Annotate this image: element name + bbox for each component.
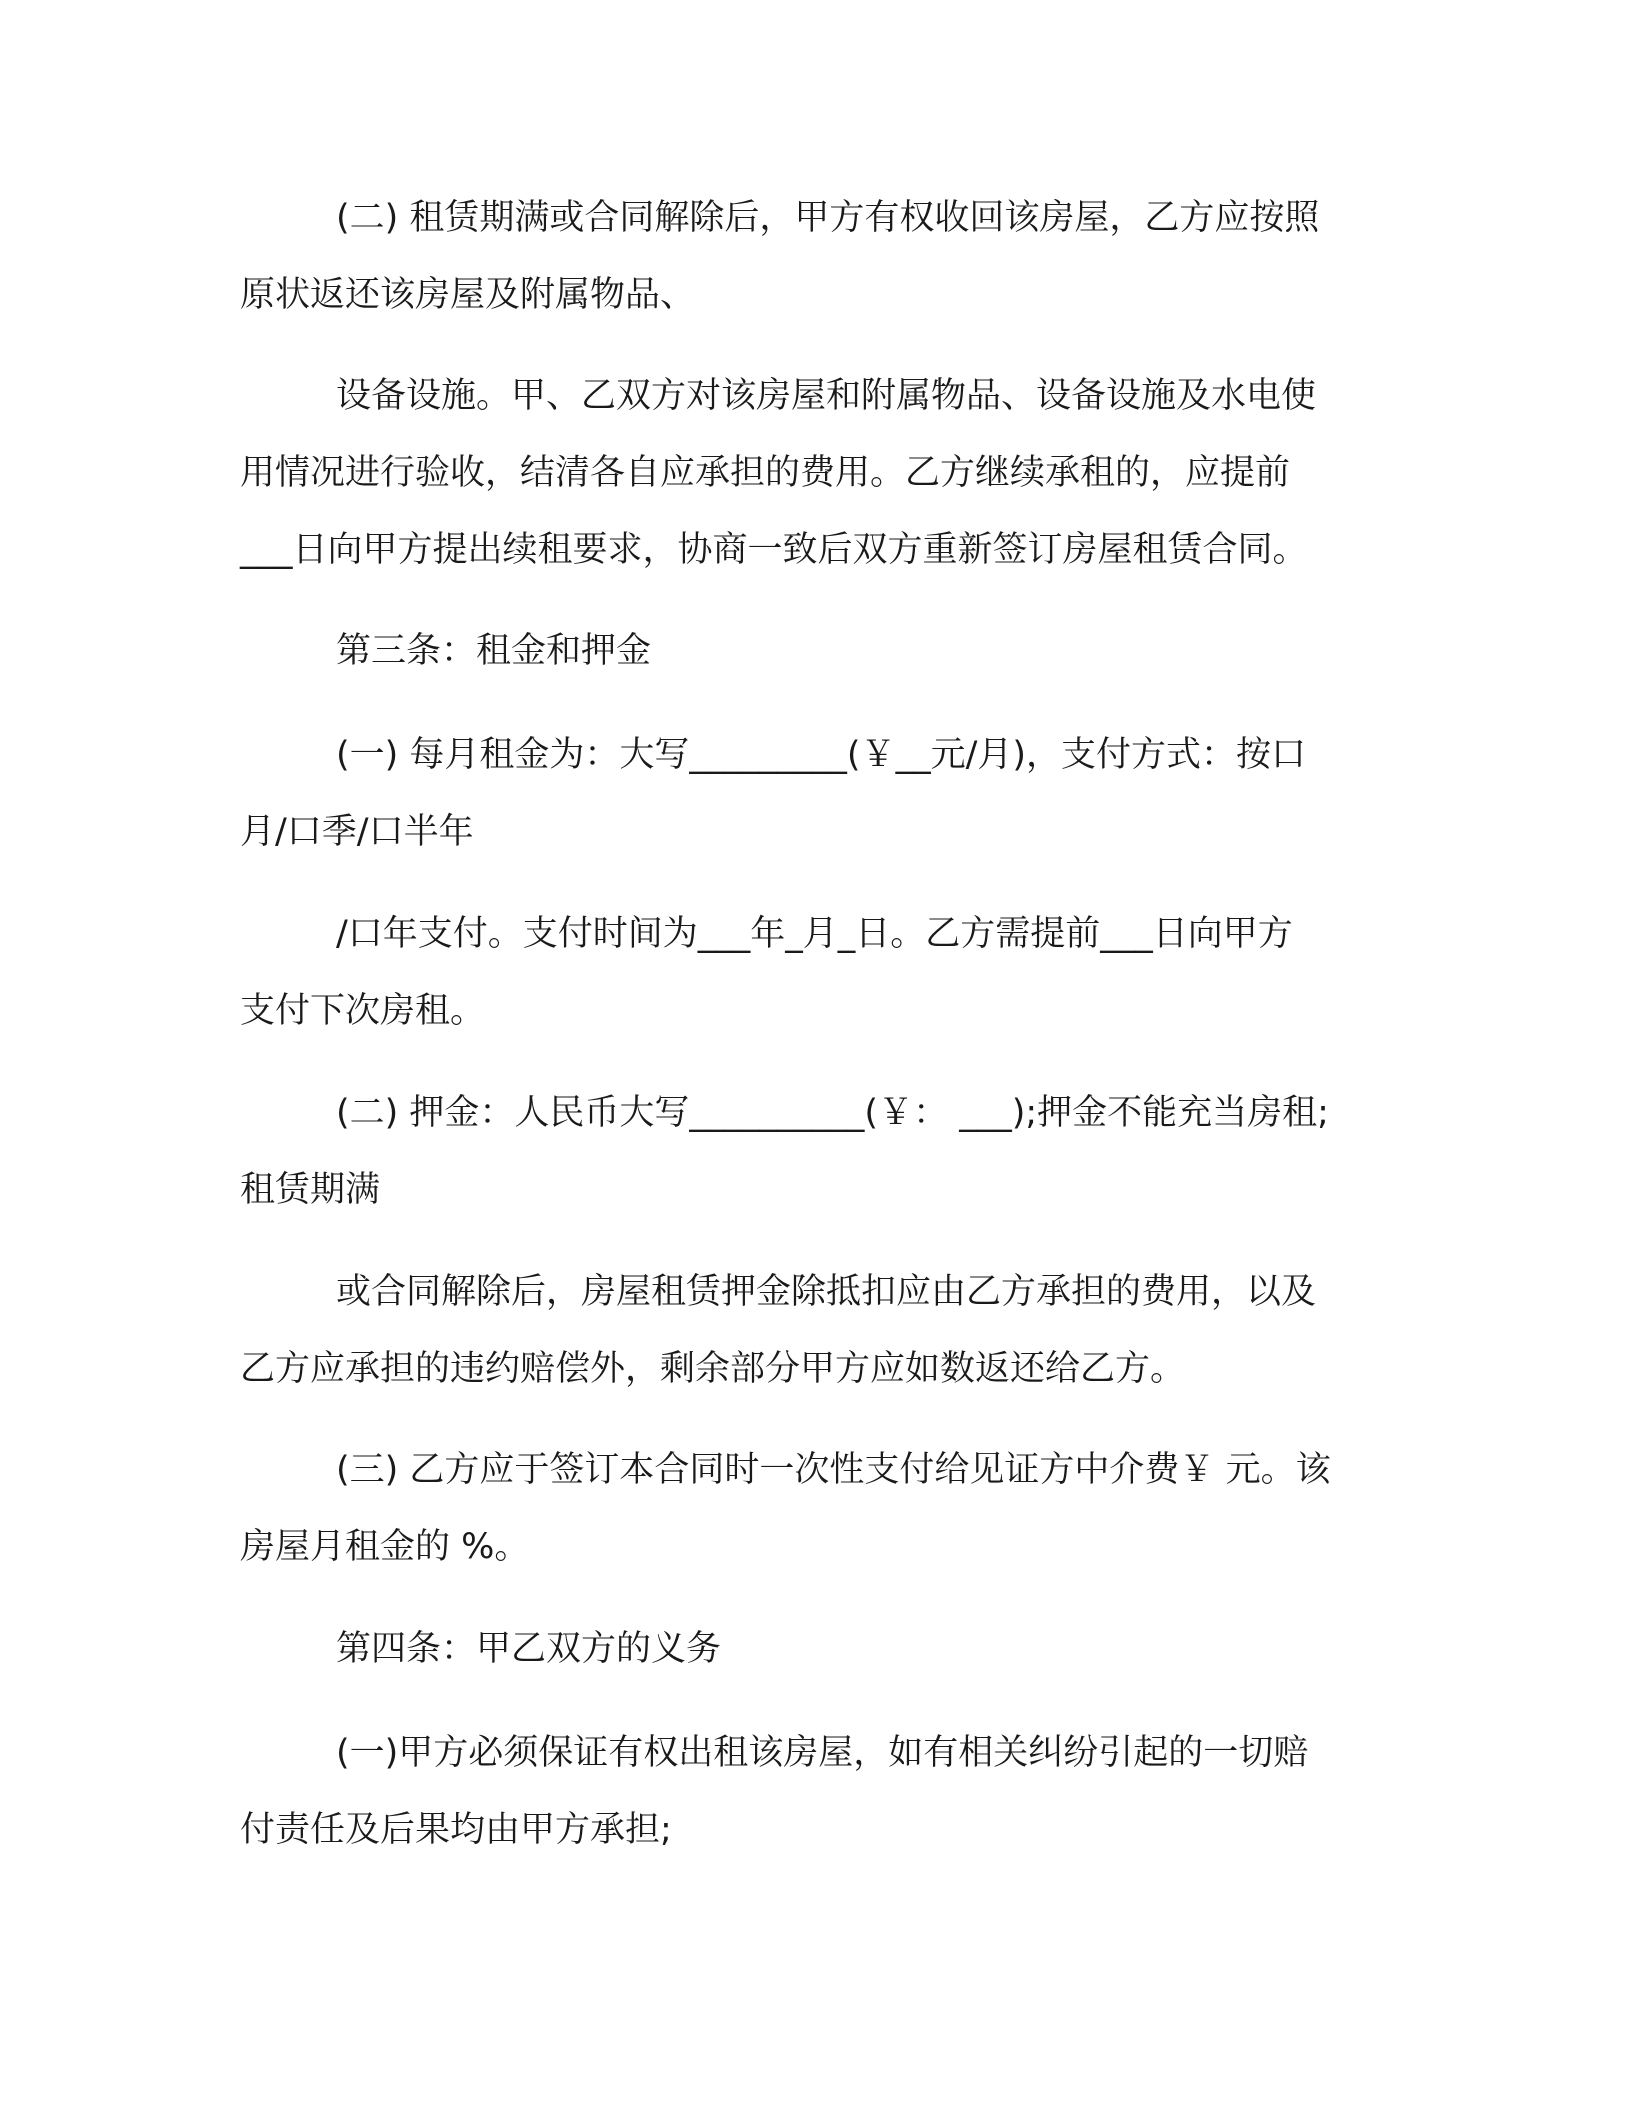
section-heading-article-3 xyxy=(240,613,1400,690)
paragraph-payment-time xyxy=(240,896,1400,1050)
text-line: 原状返还该房屋及附属物品、 xyxy=(240,275,696,315)
text-line: 租赁期满 xyxy=(240,1170,381,1210)
paragraph-agency-fee xyxy=(240,1432,1400,1586)
text-line: 支付下次房租。 xyxy=(240,991,486,1031)
paragraph-inspection-and-renewal xyxy=(240,358,1400,589)
text-line: (二) 押金：人民币大写__________(￥： ___);押金不能充当房租; xyxy=(336,1093,1329,1133)
text-line: 第三条：租金和押金 xyxy=(336,631,652,671)
paragraph-party-a-obligations xyxy=(240,1715,1400,1869)
text-line: 用情况进行验收，结清各自应承担的费用。乙方继续承租的，应提前 xyxy=(240,453,1291,493)
paragraph-deposit-refund xyxy=(240,1254,1400,1408)
paragraph-monthly-rent xyxy=(240,717,1400,871)
text-line: 或合同解除后，房屋租赁押金除抵扣应由乙方承担的费用，以及 xyxy=(336,1272,1317,1312)
text-line: 月/口季/口半年 xyxy=(240,812,474,852)
text-line: ___日向甲方提出续租要求，协商一致后双方重新签订房屋租赁合同。 xyxy=(240,530,1308,570)
text-line: (三) 乙方应于签订本合同时一次性支付给见证方中介费￥ 元。该 xyxy=(336,1450,1331,1490)
paragraph-deposit xyxy=(240,1075,1400,1229)
text-line: 乙方应承担的违约赔偿外，剩余部分甲方应如数返还给乙方。 xyxy=(240,1349,1186,1389)
text-line: 房屋月租金的 %。 xyxy=(240,1527,530,1567)
text-line: 设备设施。甲、乙双方对该房屋和附属物品、设备设施及水电使 xyxy=(336,376,1317,416)
section-heading-article-4 xyxy=(240,1611,1400,1688)
text-line: (二) 租赁期满或合同解除后，甲方有权收回该房屋，乙方应按照 xyxy=(336,198,1320,238)
text-line: /口年支付。支付时间为___年_月_日。乙方需提前___日向甲方 xyxy=(336,914,1293,954)
text-line: 第四条：甲乙双方的义务 xyxy=(336,1629,722,1669)
text-line: 付责任及后果均由甲方承担; xyxy=(240,1810,672,1850)
text-line: (一) 每月租金为：大写_________(￥__元/月)，支付方式：按口 xyxy=(336,735,1307,775)
text-line: (一)甲方必须保证有权出租该房屋，如有相关纠纷引起的一切赔 xyxy=(336,1733,1309,1773)
paragraph-return-of-premises xyxy=(240,180,1400,334)
